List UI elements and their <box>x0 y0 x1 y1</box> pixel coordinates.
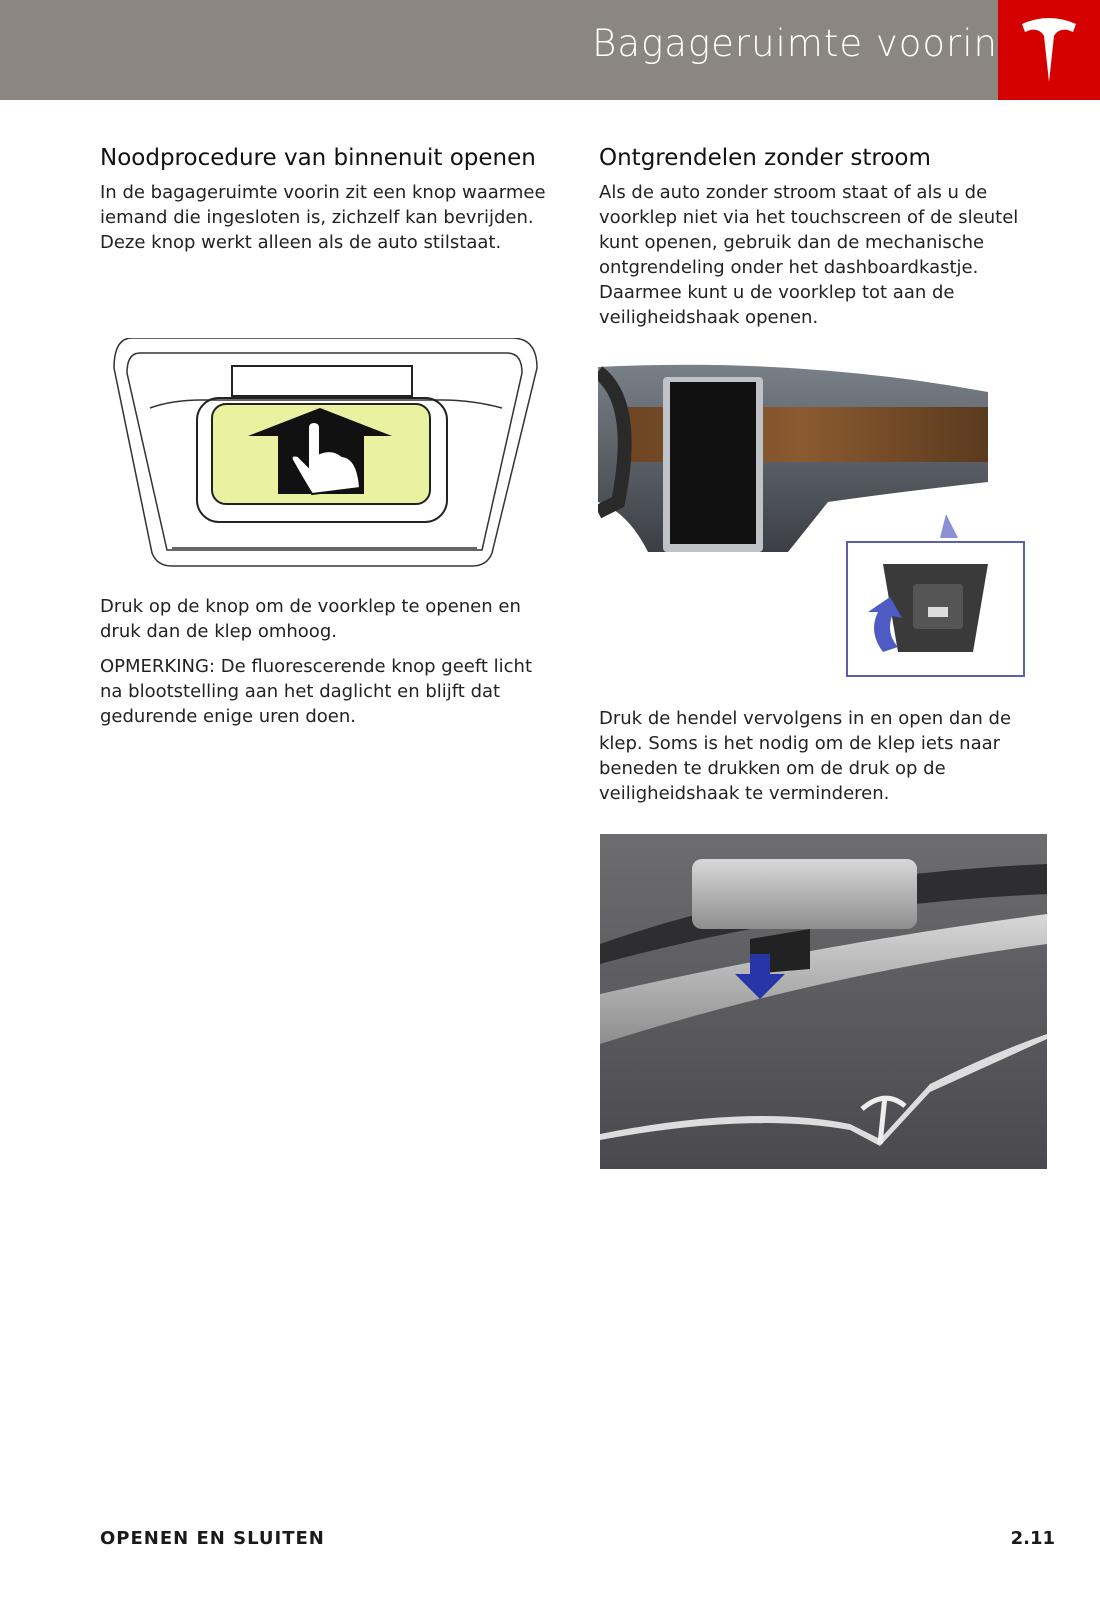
intro-text: Als de auto zonder stroom staat of als u de voorklep niet via het touchscreen of de sleutel kunt openen, gebruik dan de mechanische ontgrendeling onder het dashboardkastje. Daarmee kunt u de voorklep tot aan de veiligheidshaak openen. <box>599 182 1019 328</box>
right-column-lower <box>599 706 1059 806</box>
brand-logo-box <box>998 0 1100 100</box>
left-column <box>100 143 555 255</box>
caption-text: Druk de hendel vervolgens in en open dan de klep. Soms is het nodig om de klep iets naar beneden te drukken om de druk op de veiligheidshaak te verminderen. <box>599 708 1012 804</box>
header-bar <box>0 0 998 100</box>
page-number: 2.11 <box>1010 1528 1055 1549</box>
tesla-logo-icon <box>1020 14 1078 84</box>
dashboard-release-illustration <box>598 362 1028 682</box>
page-title: Bagageruimte voorin <box>592 22 998 65</box>
safety-catch-illustration <box>600 834 1047 1169</box>
note-text: OPMERKING: De fluorescerende knop geeft licht na blootstelling aan het daglicht en blijft dat gedurende enige uren doen. <box>100 656 533 727</box>
section-heading: Noodprocedure van binnenuit openen <box>100 145 536 171</box>
left-column-lower <box>100 594 555 729</box>
section-heading: Ontgrendelen zonder stroom <box>599 145 931 171</box>
right-column <box>599 143 1059 330</box>
intro-text: In de bagageruimte voorin zit een knop waarmee iemand die ingesloten is, zichzelf kan bevrijden. Deze knop werkt alleen als de auto stilstaat. <box>100 182 546 253</box>
emergency-release-button-illustration <box>112 338 540 578</box>
caption-text: Druk op de knop om de voorklep te openen en druk dan de klep omhoog. <box>100 596 521 642</box>
footer-section-name: OPENEN EN SLUITEN <box>100 1528 325 1549</box>
